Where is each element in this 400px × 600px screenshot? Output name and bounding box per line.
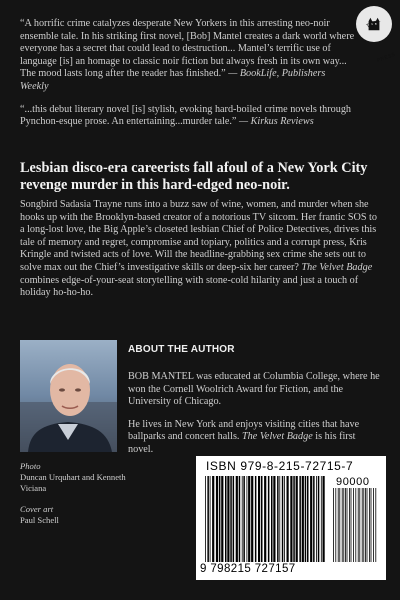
bio-paragraph: He lives in New York and enjoys visiting cities that have ballparks and concert halls. The Velvet Badge is his first novel.: [128, 418, 360, 455]
synopsis: [20, 199, 382, 300]
cover-credit-name: Paul Schell: [20, 515, 59, 525]
barcode-bar: [251, 476, 253, 562]
barcode-bar: [271, 476, 273, 562]
barcode-bar: [227, 476, 229, 562]
barcode-bar: [338, 488, 339, 562]
barcode-bar: [353, 488, 354, 562]
cover-credit-label: Cover art: [20, 504, 54, 514]
barcode-bar: [369, 488, 370, 562]
barcode-bar: [362, 488, 363, 562]
barcode-bar: [282, 476, 284, 562]
review-quotes: [20, 18, 356, 139]
barcode-bar: [230, 476, 232, 562]
barcode-bar: [363, 488, 364, 562]
barcode-bar: [247, 476, 248, 562]
barcode-bar: [205, 476, 206, 562]
photo-credit-label: Photo: [20, 461, 41, 471]
barcode-bar: [323, 476, 325, 562]
barcode-bar: [296, 476, 298, 562]
barcode-bar: [349, 488, 350, 562]
barcode-bar: [339, 488, 340, 562]
price-addon-number: 90000: [336, 476, 370, 488]
barcode-bar: [321, 476, 322, 562]
bio-book-title: The Velvet Badge: [242, 431, 313, 443]
barcode-bar: [305, 476, 307, 562]
publisher-badge-text: THE · PRESS: [365, 18, 397, 64]
barcode-bar: [243, 476, 245, 562]
barcode-bar: [375, 488, 376, 562]
barcode-bar: [318, 476, 320, 562]
barcode-bar: [313, 476, 315, 562]
barcode-bar: [365, 488, 366, 562]
barcode-bar: [277, 476, 279, 562]
barcode-bar: [351, 488, 352, 562]
ean-barcode: [204, 476, 326, 562]
barcode-bar: [367, 488, 368, 562]
quote-attribution: — BookLife, Publishers Weekly: [20, 68, 326, 92]
cover-credit: [20, 504, 130, 526]
barcode-bar: [212, 476, 214, 562]
barcode-bar: [333, 488, 334, 562]
barcode-bar: [373, 488, 374, 562]
barcode-bar: [279, 476, 280, 562]
barcode-bar: [342, 488, 343, 562]
barcode-bar: [347, 488, 348, 562]
quote-text: “A horrific crime catalyzes desperate New Yorkers in this arresting neo-noir ensemble tale. In his striking first novel, [Bob] Mantel creates a dark world where everyone has a secret that could lead to destruction... Mantel’s terrific use of language [is] an homage to classic noir fiction but always fresh in its own way... The mood lasts long after the reader has finished.”: [20, 18, 355, 80]
barcode-bar: [239, 476, 241, 562]
barcode-bar: [258, 476, 260, 562]
barcode-bar: [210, 476, 211, 562]
barcode-bar: [219, 476, 221, 562]
barcode-bar: [233, 476, 235, 562]
quote-attribution: — Kirkus Reviews: [238, 116, 314, 128]
barcode-bar: [261, 476, 263, 562]
barcode-bar: [242, 476, 243, 562]
barcode-bar: [216, 476, 218, 562]
barcode-bar: [307, 476, 309, 562]
synopsis-text-end: combines edge-of-your-seat storytelling with stone-cold hilarity and just a touch of holiday ho-ho-ho.: [20, 274, 359, 299]
barcode-box: [196, 456, 386, 580]
review-quote: [20, 104, 356, 129]
barcode-bar: [343, 488, 344, 562]
publisher-badge: [356, 6, 397, 64]
barcode-bar: [355, 488, 356, 562]
barcode-bar: [310, 476, 312, 562]
author-photo: [20, 340, 117, 452]
addon-barcode: [332, 488, 378, 562]
review-quote: [20, 18, 356, 94]
barcode-bar: [207, 476, 209, 562]
synopsis-text: Songbird Sadasia Trayne runs into a buzz saw of wine, women, and murder when she hooks up with the Brooklyn-based creator of a notorious TV sitcom. Her frantic SOS to a long-lost love, the Big Apple’s closeted lesbian Chief of Police Detectives, drives this tale of memory and regret, compromise and topiary, politics and a corrupt press, Kris Kringle and twisted acts of love. Will the headline-grabbing sex crime she sets out to solve max out the Chief’s investigative skills or deep-six her career?: [20, 199, 377, 273]
credits: [20, 461, 130, 536]
barcode-bar: [221, 476, 223, 562]
headline: Lesbian disco-era careerists fall afoul of a New York City revenge murder in this hard-edged neo-noir.: [20, 160, 368, 193]
synopsis-book-title: The Velvet Badge: [301, 261, 373, 273]
author-bio: [128, 371, 383, 467]
barcode-bar: [273, 476, 275, 562]
barcode-bar: [236, 476, 238, 562]
barcode-bar: [302, 476, 304, 562]
photo-credit: [20, 461, 130, 494]
barcode-bar: [335, 488, 336, 562]
barcode-bar: [255, 476, 257, 562]
barcode-bar: [358, 488, 359, 562]
barcode-bar: [293, 476, 295, 562]
barcode-bar: [287, 476, 289, 562]
barcode-bar: [284, 476, 285, 562]
barcode-bar: [290, 476, 292, 562]
barcode-bar: [268, 476, 270, 562]
barcode-bar: [225, 476, 227, 562]
barcode-bar: [299, 476, 301, 562]
isbn-text: ISBN 979-8-215-72715-7: [206, 459, 354, 473]
barcode-bar: [345, 488, 346, 562]
barcode-bar: [248, 476, 250, 562]
photo-credit-names: Duncan Urquhart and Kenneth Viciana: [20, 472, 126, 493]
ean-number: 9 798215 727157: [200, 563, 296, 575]
barcode-bar: [359, 488, 360, 562]
barcode-bar: [316, 476, 317, 562]
barcode-bar: [264, 476, 266, 562]
barcode-bar: [371, 488, 372, 562]
bio-paragraph: BOB MANTEL was educated at Columbia College, where he won the Cornell Woolrich Award for Fiction, and the University of Chicago.: [128, 371, 380, 408]
about-author-heading: ABOUT THE AUTHOR: [128, 344, 235, 355]
quote-text: “...this debut literary novel [is] stylish, evoking hard-boiled crime novels through Pynchon-esque prose. An entertaining...murder tale.”: [20, 103, 352, 128]
